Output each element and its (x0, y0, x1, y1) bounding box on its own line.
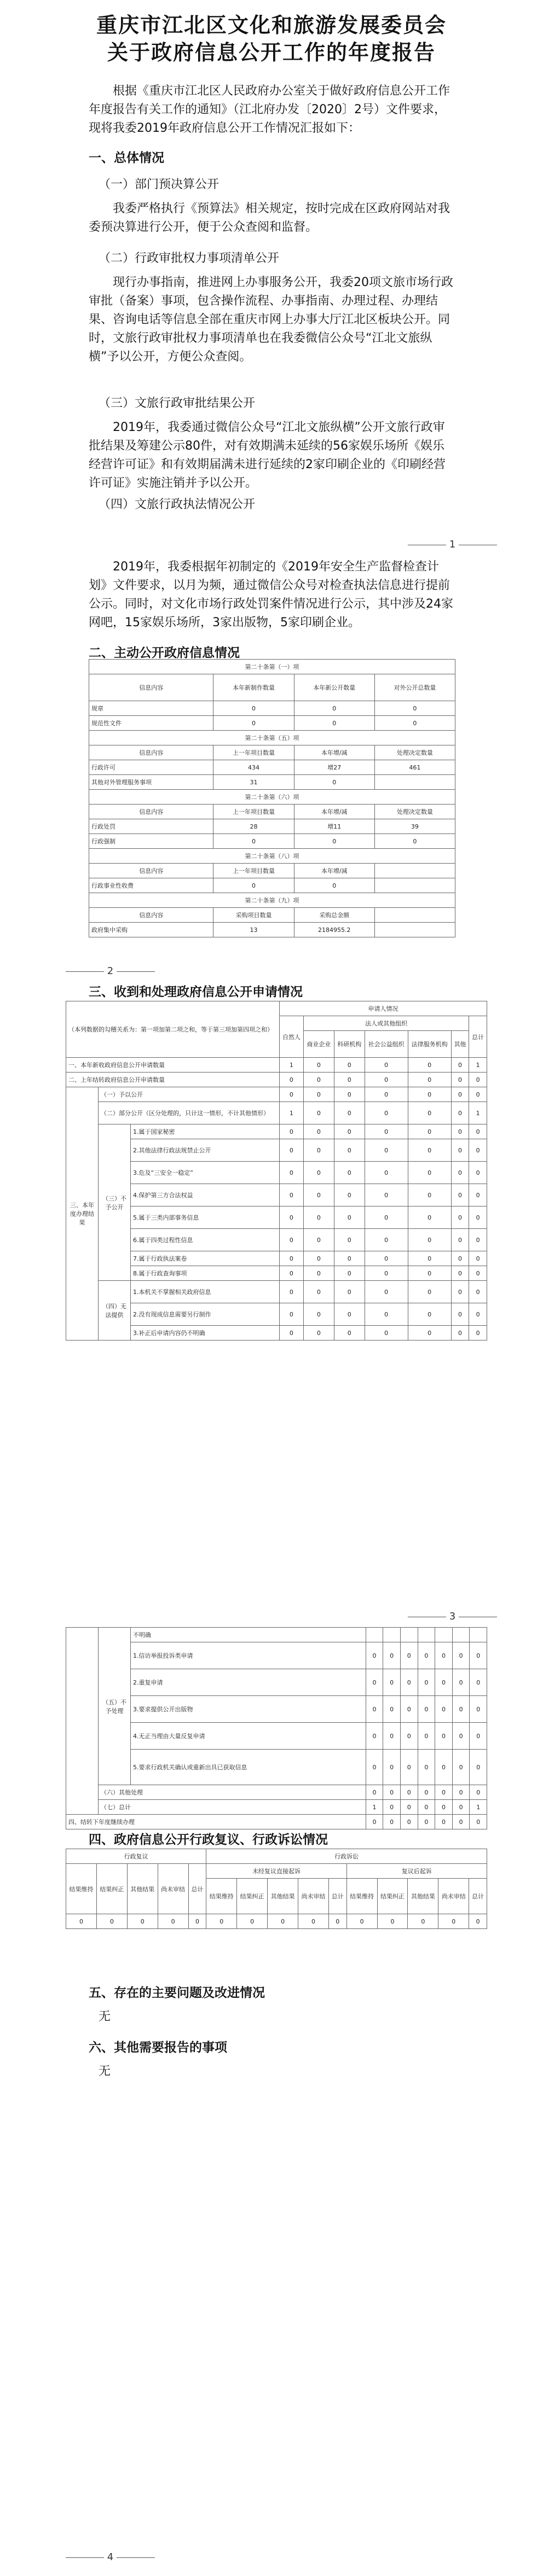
report-title-line1: 重庆市江北区文化和旅游发展委员会 (96, 13, 447, 37)
section-1-4-text: 2019年，我委根据年初制定的《2019年安全生产监督检查计划》文件要求，以月为频，通过微信公众号对检查执法信息进行提前公示。同时，对文化市场行政处罚案件情况进行公示，其中涉及24家网吧，15家娱乐场所，3家出版物，5家印刷企业。 (89, 560, 453, 630)
section-4-title: 四、政府信息公开行政复议、行政诉讼情况 (89, 1833, 328, 1847)
table-row: （六）其他处理 0 0 0 0 0 0 0 (66, 1785, 487, 1800)
table-row: 行政处罚 28 增11 39 (89, 819, 455, 834)
table-row: 政府集中采购 13 2184955.2 (89, 923, 455, 937)
table-row: （七）总计 1 0 0 0 0 0 1 (66, 1800, 487, 1815)
table-row: 6.属于四类过程性信息 0 0 0 0 0 0 0 (66, 1229, 487, 1251)
section-1-3-title: （三）文旅行政审批结果公开 (99, 397, 256, 410)
report-title-line2: 关于政府信息公开工作的年度报告 (107, 40, 436, 65)
table-header: 第二十条第（八）项 (89, 849, 455, 864)
table-header: 第二十条第（一）项 (89, 660, 455, 674)
table-row: 3.要求提供公开出版物 0 0 0 0 0 0 0 (66, 1696, 487, 1723)
active-disclosure-table: 第二十条第（一）项 信息内容 本年新制作数量 本年新公开数量 对外公开总数量 规章 0 0 0 规范性文件 0 0 0 第二十条第（五）项 信息内容 上一年项目数量 本年增/减 处理决定数量 行政许可 434 增27 461 其他对外管理服务事项 31 0 第二十条第（六）项 信息内容 上一年项目数量 本年增/减 处理决定数量 行政处罚 28 增11 39 行政强制 0 0 0 第二十条第（八）项 信息内容 上一年项目数量 本年增/减 行政事业性收费 0 0 第二十条第（九）项 信息内容 采购项目数量 采购总金额 政府集中采购 13 2184955.2 (89, 659, 455, 937)
table-header: 第二十条第（五）项 (89, 731, 455, 745)
table-row: 2.没有现成信息需要另行制作 0 0 0 0 0 0 0 (66, 1303, 487, 1326)
intro-paragraph: 根据《重庆市江北区人民政府办公室关于做好政府信息公开工作年度报告有关工作的通知》（江北府办发〔2020〕2号）文件要求，现将我委2019年政府信息公开工作情况汇报如下： (89, 84, 450, 135)
table-row: （二）部分公开（区分处理的，只计这一情形，不计其他情形） 1 0 0 0 0 0 1 (66, 1102, 487, 1124)
section-1-3-text: 2019年，我委通过微信公众号“江北文旅纵横”公开文旅行政审批结果及筹建公示80件，对有效期满未延续的56家娱乐场所《娱乐经营许可证》和有效期届满未进行延续的2家印刷企业的《印刷经营许可证》实施注销并予以公开。 (89, 421, 446, 490)
page-number-3: 3 (408, 1611, 497, 1622)
table-row: 其他对外管理服务事项 31 0 (89, 775, 455, 790)
application-table: （本列数据的勾稽关系为：第一项加第二项之和，等于第三项加第四项之和） 申请人情况 自然人 法人或其他组织 总计 商业企业 科研机构 社会公益组织 法律服务机构 其他 一、本年新收政府信息公开申请数量 1 0 0 0 0 0 1 二、上年结转政府信息公开申请数量 0 0 0 0 0 0 0 三、本年度办理结果 （一）予以公开 0 0 0 0 0 0 0 （二）部分公开（区分处理的，只计这一情形，不计其他情形） 1 0 0 0 0 0 1 （三）不予公开 1.属于国家秘密 0 0 0 0 0 0 0 2.其他法律行政法规禁止公开 0 0 0 0 0 0 0 3.危及“三安全一稳定” 0 0 0 0 0 0 0 4.保护第三方合法权益 0 0 0 0 0 0 0 5.属于三类内部事务信息 0 0 0 0 0 0 0 6.属于四类过程性信息 0 0 0 0 0 0 0 7.属于行政执法案卷 0 0 0 0 0 0 0 8.属于行政查询事项 0 0 0 0 0 0 0 （四）无法提供 1.本机关不掌握相关政府信息 0 0 0 0 0 0 0 2.没有现成信息需要另行制作 0 0 0 0 0 0 0 3.补正后申请内容仍不明确 0 0 0 0 0 0 0 (66, 1001, 487, 1341)
table-header: 第二十条第（九）项 (89, 893, 455, 908)
table-row: 4.保护第三方合法权益 0 0 0 0 0 0 0 (66, 1184, 487, 1207)
section-1-title: 一、总体情况 (89, 151, 164, 165)
table-row: 7.属于行政执法案卷 0 0 0 0 0 0 0 (66, 1251, 487, 1266)
section-1-4-title: （四）文旅行政执法情况公开 (99, 498, 256, 511)
table-row: 一、本年新收政府信息公开申请数量 1 0 0 0 0 0 1 (66, 1058, 487, 1073)
application-table-continued: （五）不予处理 不明确 1.信访举报投诉类申请 0 0 0 0 0 0 0 2.重复申请 0 0 0 0 0 0 0 3.要求提供公开出版物 0 0 0 0 0 0 0 4.无正当理由大量反复申请 0 0 0 0 0 0 0 5.要求行政机关确认或重新出具已获取信息 0 0 0 0 0 0 0 （六）其他处理 0 0 0 0 0 0 0 （七）总计 1 0 0 0 0 0 1 四、结转下年度继续办理 0 0 0 0 0 0 0 (66, 1627, 487, 1829)
table-row: 2.其他法律行政法规禁止公开 0 0 0 0 0 0 0 (66, 1139, 487, 1162)
section-3-title: 三、收到和处理政府信息公开申请情况 (89, 985, 303, 999)
table-row: （三）不予公开 1.属于国家秘密 0 0 0 0 0 0 0 (66, 1124, 487, 1139)
section-5-text: 无 (99, 2010, 111, 2024)
table-row: 二、上年结转政府信息公开申请数量 0 0 0 0 0 0 0 (66, 1073, 487, 1087)
section-6-title: 六、其他需要报告的事项 (89, 2041, 227, 2055)
table-row: 四、结转下年度继续办理 0 0 0 0 0 0 0 (66, 1815, 487, 1829)
section-2-title: 二、主动公开政府信息情况 (89, 646, 240, 660)
table-row: 规章 0 0 0 (89, 701, 455, 716)
table-row: 规范性文件 0 0 0 (89, 716, 455, 731)
section-5-title: 五、存在的主要问题及改进情况 (89, 1986, 265, 2000)
section-6-text: 无 (99, 2065, 111, 2078)
page-number-1: 1 (408, 539, 497, 550)
table-row: 行政许可 434 增27 461 (89, 760, 455, 775)
review-litigation-table: 行政复议 行政诉讼 结果维持 结果纠正 其他结果 尚未审结 总计 未经复议直接起诉 复议后起诉 结果维持 结果纠正 其他结果 尚未审结 总计 结果维持 结果纠正 其他结果 尚未审结 总计 0 0 0 0 0 0 0 0 0 0 0 0 0 0 0 (66, 1849, 487, 1929)
table-row: 5.属于三类内部事务信息 0 0 0 0 0 0 0 (66, 1207, 487, 1229)
table-row: 行政强制 0 0 0 (89, 834, 455, 849)
section-1-2-text: 现行办事指南，推进网上办事服务公开，我委20项文旅市场行政审批（备案）事项，包含操作流程、办事指南、办理过程、办理结果、咨询电话等信息全部在重庆市网上办事大厅江北区板块公开。同时，文旅行政审批权力事项清单也在我委微信公众号“江北文旅纵横”予以公开，方便公众查阅。 (89, 276, 453, 364)
page-number-2: 2 (66, 965, 155, 977)
table-row: 4.无正当理由大量反复申请 0 0 0 0 0 0 0 (66, 1723, 487, 1750)
section-1-2-title: （二）行政审批权力事项清单公开 (99, 252, 280, 265)
table-row: 8.属于行政查询事项 0 0 0 0 0 0 0 (66, 1266, 487, 1281)
section-1-1-text: 我委严格执行《预算法》相关规定，按时完成在区政府网站对我委预决算进行公开，便于公众查阅和监督。 (89, 202, 450, 234)
table-row: 5.要求行政机关确认或重新出具已获取信息 0 0 0 0 0 0 0 (66, 1750, 487, 1785)
table-row: 1.信访举报投诉类申请 0 0 0 0 0 0 0 (66, 1642, 487, 1669)
section-1-1-title: （一）部门预决算公开 (99, 178, 219, 191)
table-row: 0 0 0 0 0 0 0 0 0 0 0 0 0 0 0 (66, 1914, 487, 1929)
table-row: （四）无法提供 1.本机关不掌握相关政府信息 0 0 0 0 0 0 0 (66, 1281, 487, 1303)
table-row: 2.重复申请 0 0 0 0 0 0 0 (66, 1669, 487, 1696)
table-header: 第二十条第（六）项 (89, 790, 455, 805)
table-row: 3.危及“三安全一稳定” 0 0 0 0 0 0 0 (66, 1162, 487, 1184)
page-number-4: 4 (66, 2551, 155, 2563)
table-row: 3.补正后申请内容仍不明确 0 0 0 0 0 0 0 (66, 1326, 487, 1341)
table-row: 行政事业性收费 0 0 (89, 878, 455, 893)
table-row: 三、本年度办理结果 （一）予以公开 0 0 0 0 0 0 0 (66, 1087, 487, 1102)
